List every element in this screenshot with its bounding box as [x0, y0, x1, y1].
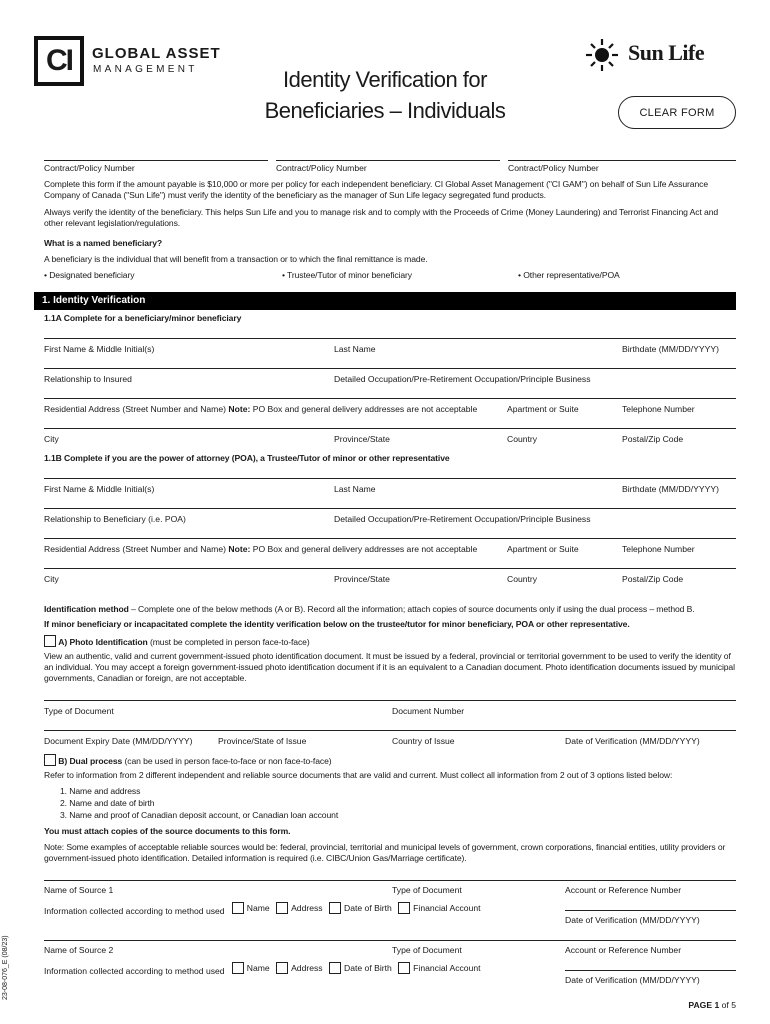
attach-notice: You must attach copies of the source documents to this form. [44, 826, 291, 836]
source-2-doc-type-field[interactable]: Type of Document [392, 945, 462, 955]
field-line [44, 568, 736, 569]
source-2-date-verification-field[interactable]: Date of Verification (MM/DD/YYYY) [565, 975, 700, 985]
intro-paragraph-1: Complete this form if the amount payable is $10,000 or more per policy for each independent beneficiary. CI Global Asset Management ("CI GAM") on behalf of Sun Life Assurance Company of Canada ("Sun Life") must verify the identity of the beneficiary as the manager of Sun Life legacy segregated fund products. [44, 179, 708, 200]
contract-number-label-2[interactable]: Contract/Policy Number [276, 163, 367, 173]
field-line [565, 910, 736, 911]
contract-number-label-1[interactable]: Contract/Policy Number [44, 163, 135, 173]
doc-type-field[interactable]: Type of Document [44, 706, 114, 716]
source-1-name-checkbox[interactable] [232, 902, 244, 914]
relationship-insured-field[interactable]: Relationship to Insured [44, 374, 132, 384]
country-field[interactable]: Country [507, 434, 538, 444]
source-1-address-checkbox[interactable] [276, 902, 288, 914]
poa-occupation-field[interactable]: Detailed Occupation/Pre-Retirement Occupation/Principle Business [334, 514, 591, 524]
field-line [44, 880, 736, 881]
last-name-field[interactable]: Last Name [334, 344, 376, 354]
sun-life-logo: Sun Life [628, 40, 705, 65]
field-line [44, 508, 736, 509]
province-field[interactable]: Province/State [334, 434, 390, 444]
clear-form-button[interactable]: CLEAR FORM [618, 96, 736, 129]
source-2-info-row: Information collected according to method used Name Address Date of Birth Financial Account [44, 963, 481, 976]
sources-note: Note: Some examples of acceptable reliable sources would be: federal, provincial, territorial and municipal levels of government, crown corporations, financial entities, utility providers or government-issued photo identification. Detailed information is required (i.e. CIBC/Union Gas/Marriage certificate). [44, 842, 726, 863]
source-2-account-field[interactable]: Account or Reference Number [565, 945, 682, 955]
source-2-financial-checkbox[interactable] [398, 962, 410, 974]
source-1-doc-type-field[interactable]: Type of Document [392, 885, 462, 895]
photo-id-checkbox[interactable] [44, 635, 56, 647]
postal-field[interactable]: Postal/Zip Code [622, 434, 684, 444]
doc-expiry-field[interactable]: Document Expiry Date (MM/DD/YYYY) [44, 736, 193, 746]
poa-address-field[interactable]: Residential Address (Street Number and Name) Note: PO Box and general delivery addresses are not acceptable [44, 544, 478, 554]
field-line [44, 538, 736, 539]
field-line [44, 398, 736, 399]
poa-city-field[interactable]: City [44, 574, 59, 584]
logo-text-line1: GLOBAL ASSET [92, 45, 221, 62]
contract-line-3 [508, 160, 736, 161]
dual-process-description: Refer to information from 2 different independent and reliable source documents that are valid and current. Must collect all information from 2 out of 3 options listed below: [44, 770, 673, 780]
contract-line-2 [276, 160, 500, 161]
bullet-designated: • Designated beneficiary [44, 270, 135, 280]
option-3: 3. Name and proof of Canadian deposit account, or Canadian loan account [60, 810, 339, 820]
source-1-dob-checkbox[interactable] [329, 902, 341, 914]
source-2-address-checkbox[interactable] [276, 962, 288, 974]
option-2: 2. Name and date of birth [60, 798, 155, 808]
contract-number-label-3[interactable]: Contract/Policy Number [508, 163, 599, 173]
field-line [44, 428, 736, 429]
doc-number-field[interactable]: Document Number [392, 706, 465, 716]
form-code: 23-08-076_E (08/23) [2, 935, 9, 1000]
residential-address-field[interactable]: Residential Address (Street Number and Name) Note: PO Box and general delivery addresses are not acceptable [44, 404, 478, 414]
logo-text-line2: MANAGEMENT [93, 64, 198, 75]
beneficiary-definition: A beneficiary is the individual that will benefit from a transaction or to which the final remittance is made. [44, 254, 428, 264]
field-line [44, 700, 736, 701]
option-1: 1. Name and address [60, 786, 141, 796]
poa-first-name-field[interactable]: First Name & Middle Initial(s) [44, 484, 155, 494]
source-2-dob-checkbox[interactable] [329, 962, 341, 974]
field-line [44, 368, 736, 369]
poa-country-field[interactable]: Country [507, 574, 538, 584]
page-title-line1: Identity Verification for [283, 67, 487, 92]
first-name-field[interactable]: First Name & Middle Initial(s) [44, 344, 155, 354]
contract-line-1 [44, 160, 268, 161]
poa-last-name-field[interactable]: Last Name [334, 484, 376, 494]
id-method-text: Identification method – Complete one of the below methods (A or B). Record all the information; attach copies of source documents only if using the dual process – method B. [44, 604, 695, 614]
source-1-date-verification-field[interactable]: Date of Verification (MM/DD/YYYY) [565, 915, 700, 925]
intro-paragraph-2: Always verify the identity of the beneficiary. This helps Sun Life and you to manage risk and to comply with the Proceeds of Crime (Money Laundering) and Terrorist Financing Act and other relevant legislation/regulations. [44, 207, 719, 228]
option-a-row: A) Photo Identification (must be completed in person face-to-face) [44, 635, 310, 648]
ci-logo-icon: CI [34, 36, 84, 86]
birthdate-field[interactable]: Birthdate (MM/DD/YYYY) [622, 344, 719, 354]
province-issue-field[interactable]: Province/State of Issue [218, 736, 307, 746]
field-line [44, 940, 736, 941]
country-issue-field[interactable]: Country of Issue [392, 736, 455, 746]
bullet-other: • Other representative/POA [518, 270, 620, 280]
section-1a-title: 1.1A Complete for a beneficiary/minor beneficiary [44, 313, 242, 323]
apartment-field[interactable]: Apartment or Suite [507, 404, 579, 414]
telephone-field[interactable]: Telephone Number [622, 404, 695, 414]
source-2-name-checkbox[interactable] [232, 962, 244, 974]
bullet-trustee: • Trustee/Tutor of minor beneficiary [282, 270, 412, 280]
field-line [565, 970, 736, 971]
source-1-info-row: Information collected according to method used Name Address Date of Birth Financial Account [44, 903, 481, 916]
poa-postal-field[interactable]: Postal/Zip Code [622, 574, 684, 584]
id-method-warning: If minor beneficiary or incapacitated complete the identity verification below on the trustee/tutor for minor beneficiary, POA or other representative. [44, 619, 630, 629]
section-1b-title: 1.1B Complete if you are the power of attorney (POA), a Trustee/Tutor of minor or other representative [44, 453, 450, 463]
occupation-field[interactable]: Detailed Occupation/Pre-Retirement Occupation/Principle Business [334, 374, 591, 384]
page-title-line2: Beneficiaries – Individuals [264, 98, 506, 123]
sun-life-sun-icon [584, 36, 624, 72]
option-b-row: B) Dual process (can be used in person face-to-face or non face-to-face) [44, 754, 332, 767]
page-number: PAGE 1 of 5 [688, 1000, 736, 1010]
dual-process-checkbox[interactable] [44, 754, 56, 766]
source-1-name-field[interactable]: Name of Source 1 [44, 885, 114, 895]
field-line [44, 478, 736, 479]
poa-telephone-field[interactable]: Telephone Number [622, 544, 695, 554]
field-line [44, 338, 736, 339]
city-field[interactable]: City [44, 434, 59, 444]
photo-id-description: View an authentic, valid and current government-issued photo identification document. It must be issued by a federal, provincial or territorial government to be used to verify the identity of an individual. You may accept a foreign government-issued photo identification document if it is an equivalent to a Canadian document. Photo identification documents issued by municipal governments, Canadian or foreign, are not acceptable. [44, 651, 735, 683]
relationship-beneficiary-field[interactable]: Relationship to Beneficiary (i.e. POA) [44, 514, 186, 524]
field-line [44, 730, 736, 731]
section-1-header: 1. Identity Verification [34, 292, 736, 310]
beneficiary-question: What is a named beneficiary? [44, 238, 163, 248]
source-1-account-field[interactable]: Account or Reference Number [565, 885, 682, 895]
poa-province-field[interactable]: Province/State [334, 574, 390, 584]
source-1-financial-checkbox[interactable] [398, 902, 410, 914]
date-verification-field[interactable]: Date of Verification (MM/DD/YYYY) [565, 736, 700, 746]
source-2-name-field[interactable]: Name of Source 2 [44, 945, 114, 955]
poa-birthdate-field[interactable]: Birthdate (MM/DD/YYYY) [622, 484, 719, 494]
poa-apartment-field[interactable]: Apartment or Suite [507, 544, 579, 554]
